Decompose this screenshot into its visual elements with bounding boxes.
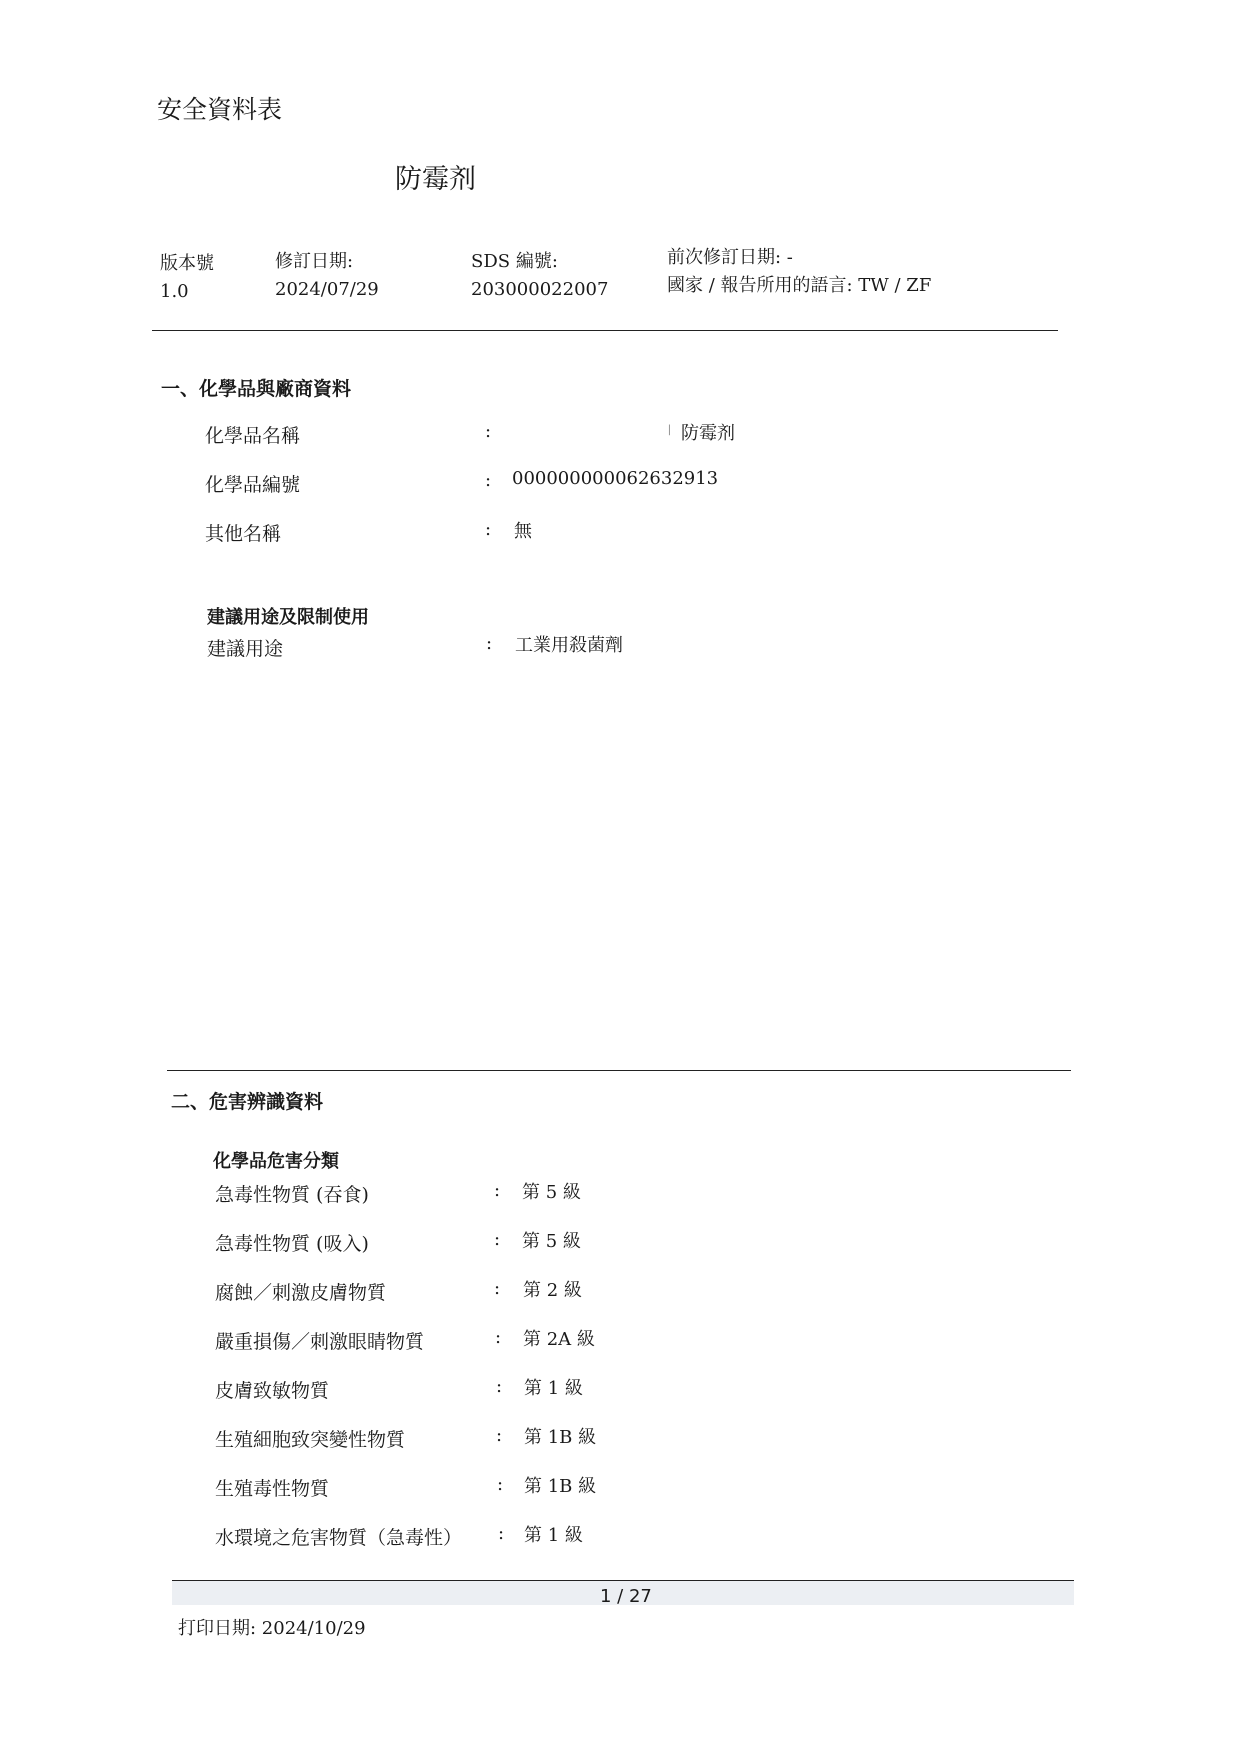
revision-date-label: 修訂日期: [275,251,354,272]
recommended-use-value: 工業用殺菌劑 [515,635,623,656]
version-value: 1.0 [160,281,189,302]
hazard-row-colon: : [497,1474,504,1495]
hazard-row-value: 第 1B 級 [524,1427,597,1448]
previous-revision-label: 前次修訂日期: - [667,247,793,268]
revision-date-value: 2024/07/29 [275,279,379,300]
product-title: 防霉剂 [395,164,476,195]
chemical-name-colon: : [485,421,492,442]
document-title: 安全資料表 [157,95,283,124]
section2-heading: 二、危害辨識資料 [171,1091,324,1113]
hazard-row-label: 水環境之危害物質（急毒性） [215,1527,463,1549]
chemical-code-value: 000000000062632913 [512,468,719,489]
print-date: 打印日期: 2024/10/29 [178,1618,366,1639]
hazard-row-label: 急毒性物質 (吞食) [215,1184,369,1206]
footer-divider [172,1580,1074,1581]
hazard-row-colon: : [494,1180,501,1201]
page-number: 1 / 27 [600,1586,652,1607]
revision-date-block [275,248,379,304]
hazard-row-value: 第 2 級 [523,1280,582,1301]
sds-number-block [471,248,608,304]
header-divider [152,330,1058,331]
hazard-row-value: 第 1B 級 [524,1476,597,1497]
version-block [160,250,214,306]
hazard-row-value: 第 5 級 [522,1182,581,1203]
sds-number-label: SDS 編號: [471,251,558,272]
country-language-label: 國家 / 報告所用的語言: TW / ZF [667,275,932,296]
hazard-row-value: 第 1 級 [524,1378,583,1399]
section1-heading: 一、化學品與廠商資料 [161,378,352,400]
hazard-row-value: 第 2A 級 [523,1329,595,1350]
hazard-row-label: 生殖毒性物質 [215,1478,330,1500]
chemical-name-value: 防霉剂 [681,423,735,444]
chemical-code-label: 化學品編號 [205,474,301,496]
hazard-row-label: 嚴重損傷／刺激眼睛物質 [215,1331,425,1353]
recommended-use-colon: : [486,633,493,654]
sds-number-value: 203000022007 [471,279,609,300]
hazard-row-colon: : [494,1278,501,1299]
other-names-label: 其他名稱 [205,523,282,545]
hazard-row-colon: : [498,1523,505,1544]
chemical-name-label: 化學品名稱 [205,425,301,447]
hazard-row-colon: : [496,1425,503,1446]
hazard-row-colon: : [496,1376,503,1397]
hazard-row-value: 第 5 級 [522,1231,581,1252]
small-mark-icon: ▏ [669,426,676,436]
recommended-use-label: 建議用途 [207,638,284,660]
hazard-row-label: 生殖細胞致突變性物質 [215,1429,406,1451]
hazard-row-colon: : [495,1327,502,1348]
hazard-row-label: 急毒性物質 (吸入) [215,1233,369,1255]
other-names-colon: : [485,519,492,540]
revision-info-block [667,244,931,300]
usage-heading: 建議用途及限制使用 [207,607,369,628]
version-label: 版本號 [160,253,214,274]
hazard-row-value: 第 1 級 [524,1525,583,1546]
hazard-row-colon: : [494,1229,501,1250]
hazard-row-label: 皮膚致敏物質 [215,1380,330,1402]
hazard-row-label: 腐蝕／刺激皮膚物質 [215,1282,387,1304]
other-names-value: 無 [514,521,532,542]
chemical-code-colon: : [485,470,492,491]
classification-heading: 化學品危害分類 [213,1151,339,1172]
section2-divider [167,1070,1071,1071]
